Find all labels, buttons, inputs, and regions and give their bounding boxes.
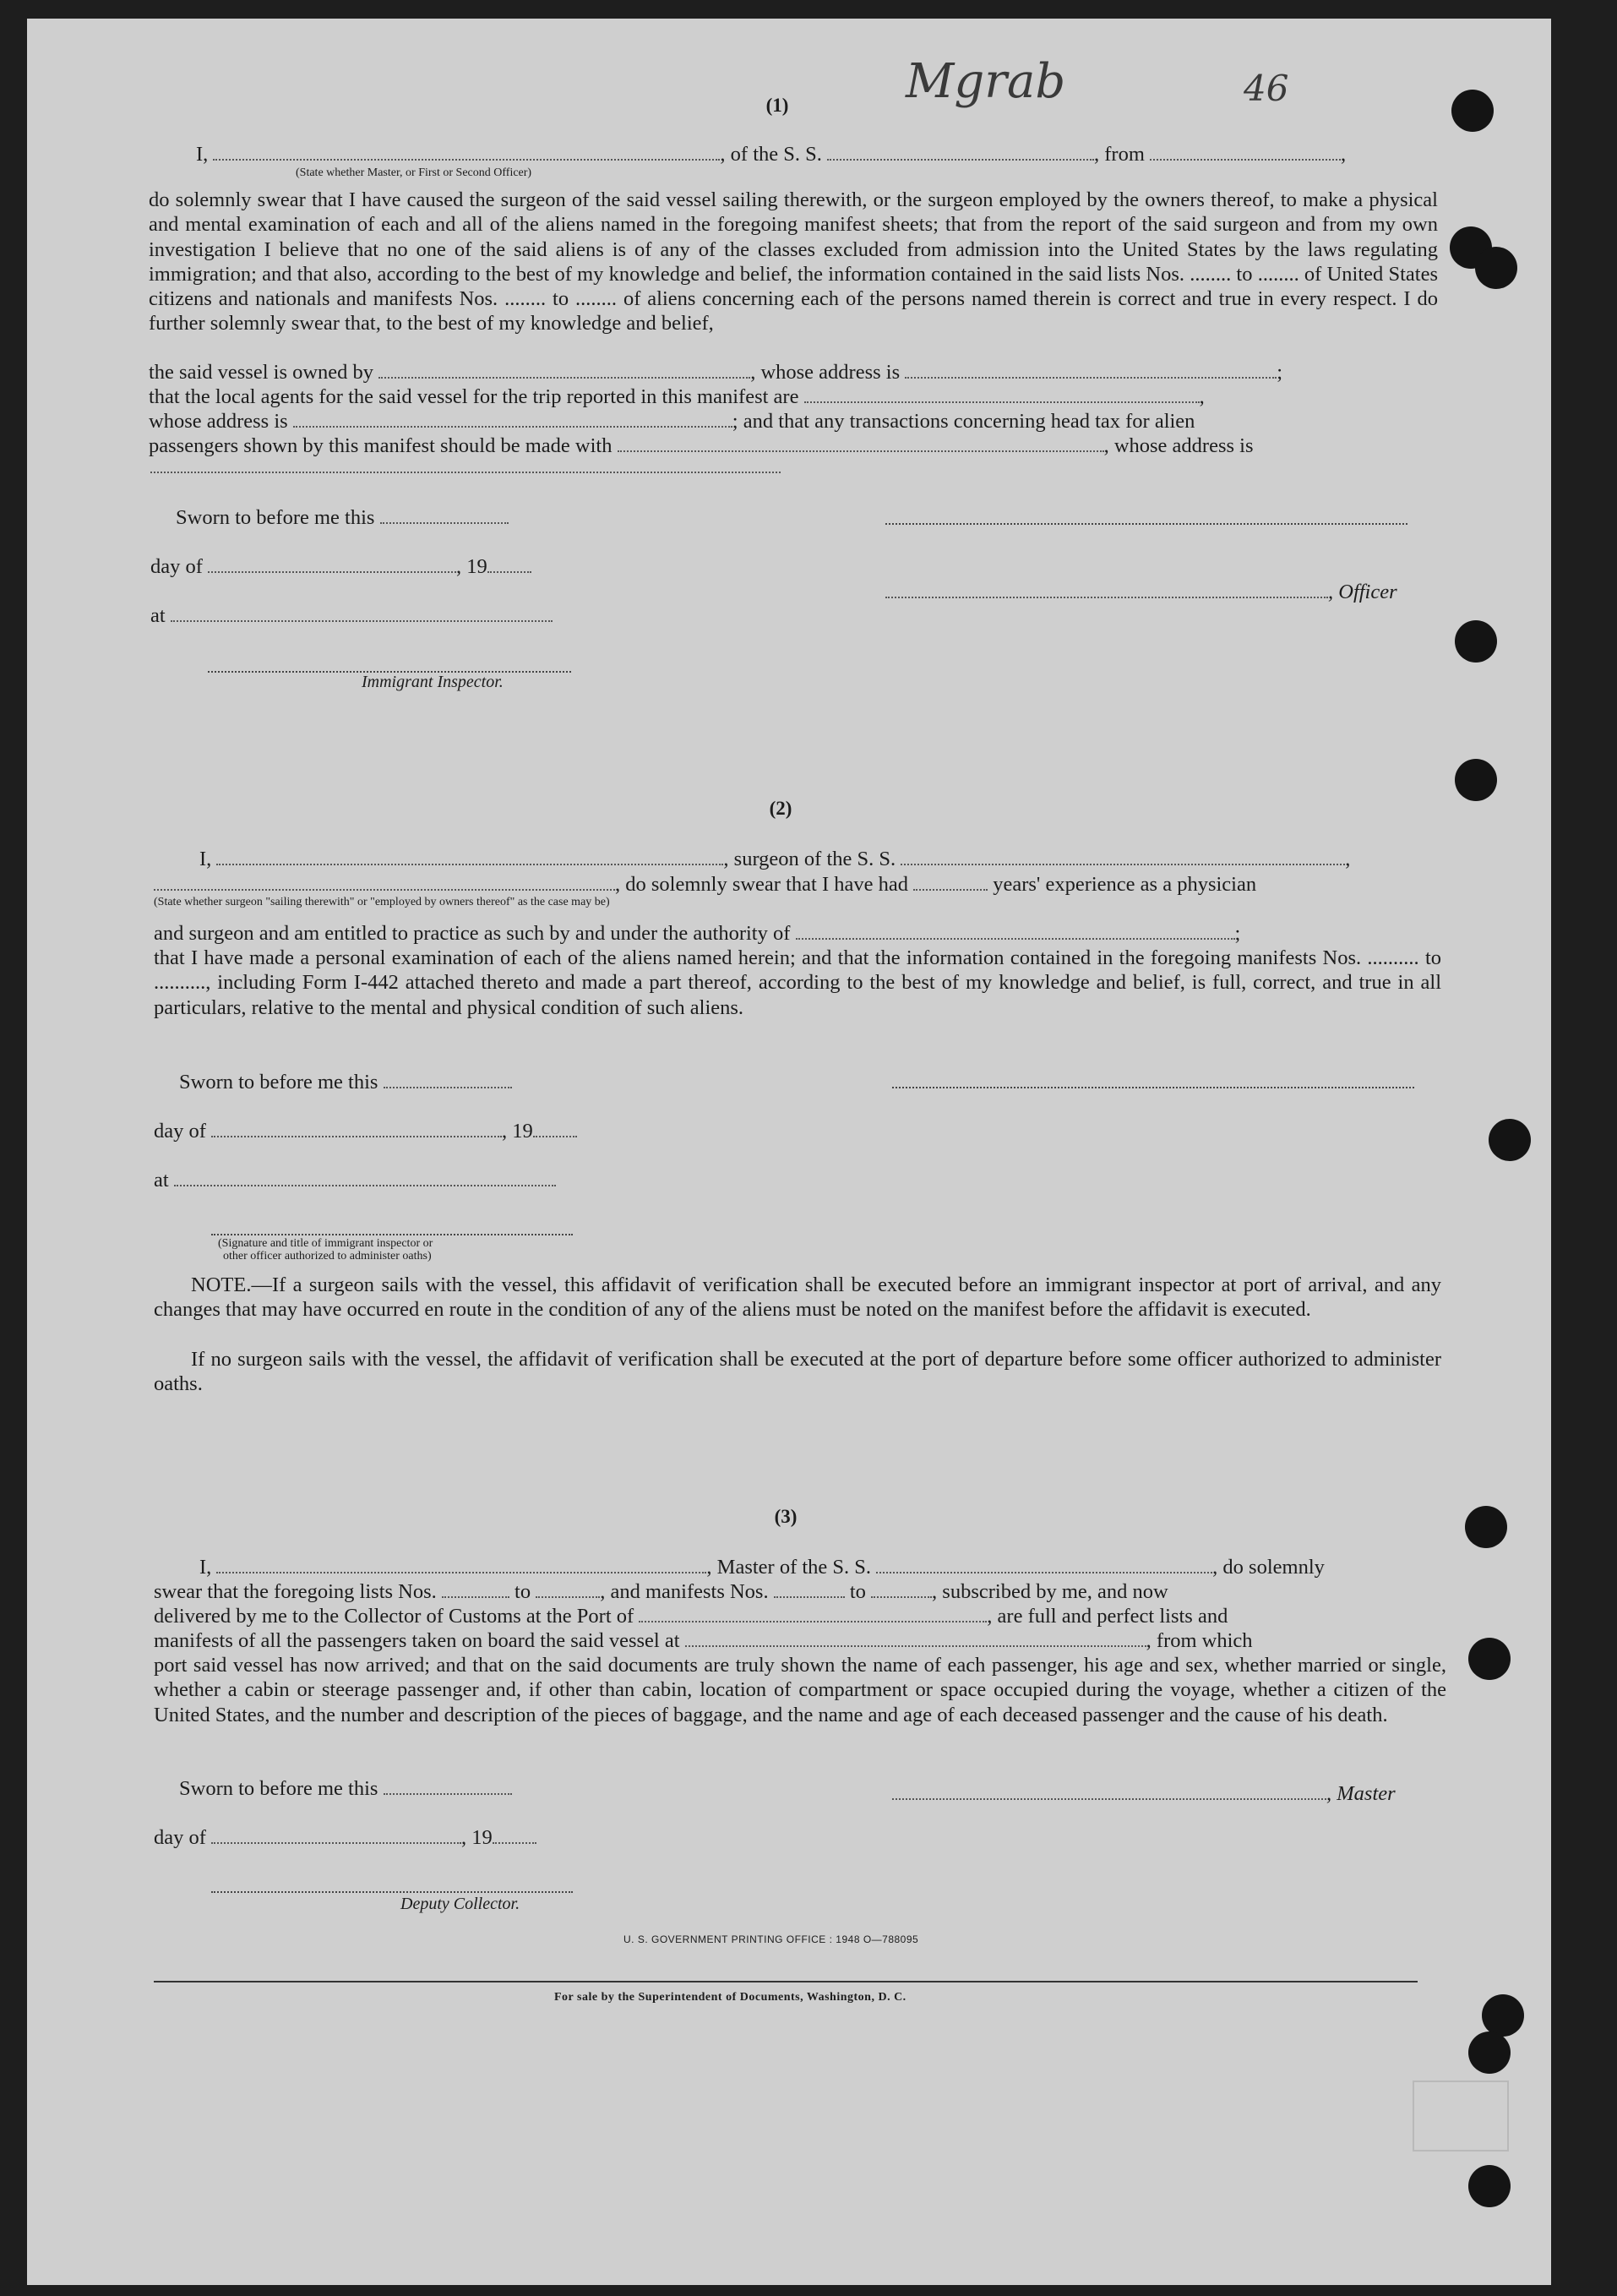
section-2-sig-caption: other officer authorized to administer oaths) xyxy=(223,1250,432,1263)
section-3-fourth-line: manifests of all the passengers taken on board the said vessel at , from which xyxy=(154,1629,1253,1652)
blank-manifest-to[interactable] xyxy=(871,1593,932,1598)
blank-head-tax-contact[interactable] xyxy=(618,447,1104,452)
punch-hole xyxy=(1489,1119,1531,1161)
section-2-day-of: day of , 19 xyxy=(154,1119,577,1144)
punch-hole xyxy=(1455,759,1497,801)
faint-stamp xyxy=(1413,2081,1509,2151)
blank-vessel-name[interactable] xyxy=(876,1568,1212,1573)
blank-day-month[interactable] xyxy=(208,568,456,573)
blank-officer-signature[interactable] xyxy=(885,593,1328,598)
blank-authority[interactable] xyxy=(796,935,1235,940)
punch-hole xyxy=(1475,247,1517,289)
blank-vessel-name[interactable] xyxy=(901,860,1345,865)
blank-owner[interactable] xyxy=(378,374,750,379)
section-2-number: (2) xyxy=(769,798,792,819)
blank-agents-address[interactable] xyxy=(293,423,732,428)
section-1-officer: , Officer xyxy=(885,580,1397,605)
section-2-note-1: NOTE.—If a surgeon sails with the vessel, this affidavit of verification shall be executed before an immigrant inspector at port of arrival, and any changes that may have occurred en route in the condition of any of the aliens must be noted on the manifest before the affidavit is executed. xyxy=(154,1273,1441,1322)
blank-years-experience[interactable] xyxy=(913,886,988,891)
blank-manifest-from[interactable] xyxy=(774,1593,845,1598)
punch-hole xyxy=(1455,620,1497,663)
punch-hole xyxy=(1468,2165,1511,2207)
section-1-agents-line: that the local agents for the said vessel for the trip reported in this manifest are , xyxy=(149,385,1205,408)
section-3-sworn: Sworn to before me this xyxy=(179,1776,512,1802)
blank-day-month[interactable] xyxy=(211,1839,461,1844)
section-1-signature-line[interactable] xyxy=(885,523,1407,525)
section-3-second-line: swear that the foregoing lists Nos. to , and manifests Nos. to , subscribed by me, and now xyxy=(154,1580,1168,1603)
section-1-address-line: whose address is ; and that any transactions concerning head tax for alien xyxy=(149,410,1195,433)
section-1-day-of: day of , 19 xyxy=(150,554,531,580)
deputy-collector-label: Deputy Collector. xyxy=(400,1895,520,1913)
administering-officer-signature-line[interactable] xyxy=(211,1234,573,1235)
blank-sworn-date[interactable] xyxy=(380,519,509,524)
section-2-body: that I have made a personal examination of each of the aliens named herein; and that the information contained in the foregoing manifests Nos. .......... to .........., including Form I-442 attached thereto and made a part thereof, according to the best of my knowledge and belief, is full, correct, and true in all particulars, relative to the mental and physical condition of such aliens. xyxy=(154,946,1441,1019)
section-2-note-2: If no surgeon sails with the vessel, the affidavit of verification shall be executed at the port of departure before some officer authorized to administer oaths. xyxy=(154,1348,1441,1396)
blank-at-place[interactable] xyxy=(171,617,553,622)
blank-port[interactable] xyxy=(639,1617,987,1622)
blank-list-to[interactable] xyxy=(536,1593,600,1598)
blank-year[interactable] xyxy=(487,568,531,573)
blank-at-place[interactable] xyxy=(174,1181,556,1186)
section-1-body: do solemnly swear that I have caused the surgeon of the said vessel sailing therewith, or the surgeon employed by the owners thereof, to make a physical and mental examination of each and all of the aliens named in the foregoing manifest sheets; that from the report of the said surgeon and from my own investigation I believe that no one of the said aliens is of any of the classes excluded from admission into the United States by the laws regulating immigration; and that also, according to the best of my knowledge and belief, the information contained in the said lists Nos. ........ to ........ of United States citizens and nationals and manifests Nos. ........ to ........ of aliens concerning each of the persons named therein is correct and true in every respect. I do further solemnly swear that, to the best of my knowledge and belief, xyxy=(149,188,1438,335)
punch-hole xyxy=(1451,90,1494,132)
blank-year[interactable] xyxy=(493,1839,536,1844)
inspector-label: Immigrant Inspector. xyxy=(362,673,504,691)
blank-sworn-date[interactable] xyxy=(384,1790,512,1795)
blank-officer-name[interactable] xyxy=(213,155,720,161)
blank-sworn-date[interactable] xyxy=(384,1083,512,1088)
section-2-caption: (State whether surgeon "sailing therewith" or "employed by owners thereof" as the case may be) xyxy=(154,896,610,908)
blank-owner-address[interactable] xyxy=(905,374,1277,379)
punch-hole xyxy=(1468,1638,1511,1680)
section-2-sig-caption: (Signature and title of immigrant inspector or xyxy=(218,1237,433,1250)
blank-local-agents[interactable] xyxy=(804,398,1200,403)
section-2-sworn: Sworn to before me this xyxy=(179,1070,512,1095)
surgeon-signature-line[interactable] xyxy=(892,1087,1414,1088)
section-3-body: port said vessel has now arrived; and that on the said documents are truly shown the name of each passenger, his age and sex, whether married or single, whether a cabin or steerage passenger and, if other than cabin, location of compartment or space occupied during the voyage, whether a citizen of the United States, and the number and description of the pieces of baggage, and the name and age of each deceased passenger and the cause of his death. xyxy=(154,1654,1446,1726)
section-1-sworn: Sworn to before me this xyxy=(176,505,509,531)
blank-year[interactable] xyxy=(533,1132,577,1137)
blank-master-signature[interactable] xyxy=(892,1795,1326,1800)
section-1-owned-line: the said vessel is owned by , whose address is ; xyxy=(149,361,1283,384)
section-3-day-of: day of , 19 xyxy=(154,1825,536,1851)
printing-office: U. S. GOVERNMENT PRINTING OFFICE : 1948 O—788095 xyxy=(623,1933,919,1945)
blank-master-name[interactable] xyxy=(216,1568,706,1573)
section-1-passengers-line: passengers shown by this manifest should be made with , whose address is xyxy=(149,434,1254,457)
section-1-caption: (State whether Master, or First or Second Officer) xyxy=(296,166,532,179)
blank-list-from[interactable] xyxy=(442,1593,509,1598)
blank-vessel-name[interactable] xyxy=(827,155,1094,161)
blank-contact-address[interactable] xyxy=(150,468,781,473)
section-3-third-line: delivered by me to the Collector of Customs at the Port of , are full and perfect lists and xyxy=(154,1605,1228,1628)
document-page xyxy=(27,19,1551,2285)
section-2-second-line: , do solemnly swear that I have had years' experience as a physician xyxy=(154,872,1256,897)
handwritten-mark: Mgrab xyxy=(906,54,1066,109)
section-1-at: at xyxy=(150,603,553,629)
for-sale-notice: For sale by the Superintendent of Documents, Washington, D. C. xyxy=(554,1991,906,2004)
section-1-number: (1) xyxy=(765,95,789,116)
section-2-first-line: I, , surgeon of the S. S. , xyxy=(199,848,1351,870)
blank-day-month[interactable] xyxy=(211,1132,502,1137)
footer-rule xyxy=(154,1981,1418,1982)
blank-surgeon-name[interactable] xyxy=(216,860,723,865)
section-3-first-line: I, , Master of the S. S. , do solemnly xyxy=(199,1556,1325,1579)
deputy-collector-signature-line[interactable] xyxy=(211,1891,573,1893)
blank-from-port[interactable] xyxy=(1150,155,1341,161)
blank-surgeon-type[interactable] xyxy=(154,886,615,891)
section-3-number: (3) xyxy=(774,1506,798,1527)
section-2-authority-line: and surgeon and am entitled to practice as such by and under the authority of ; xyxy=(154,922,1241,945)
section-2-at: at xyxy=(154,1168,556,1193)
section-3-master: , Master xyxy=(892,1781,1396,1807)
handwritten-page-number: 46 xyxy=(1244,68,1289,109)
punch-hole xyxy=(1465,1506,1507,1548)
blank-embark-port[interactable] xyxy=(685,1642,1146,1647)
punch-hole xyxy=(1468,2031,1511,2074)
section-1-first-line: I, , of the S. S. , from , xyxy=(196,143,1347,166)
punch-hole xyxy=(1482,1994,1524,2037)
